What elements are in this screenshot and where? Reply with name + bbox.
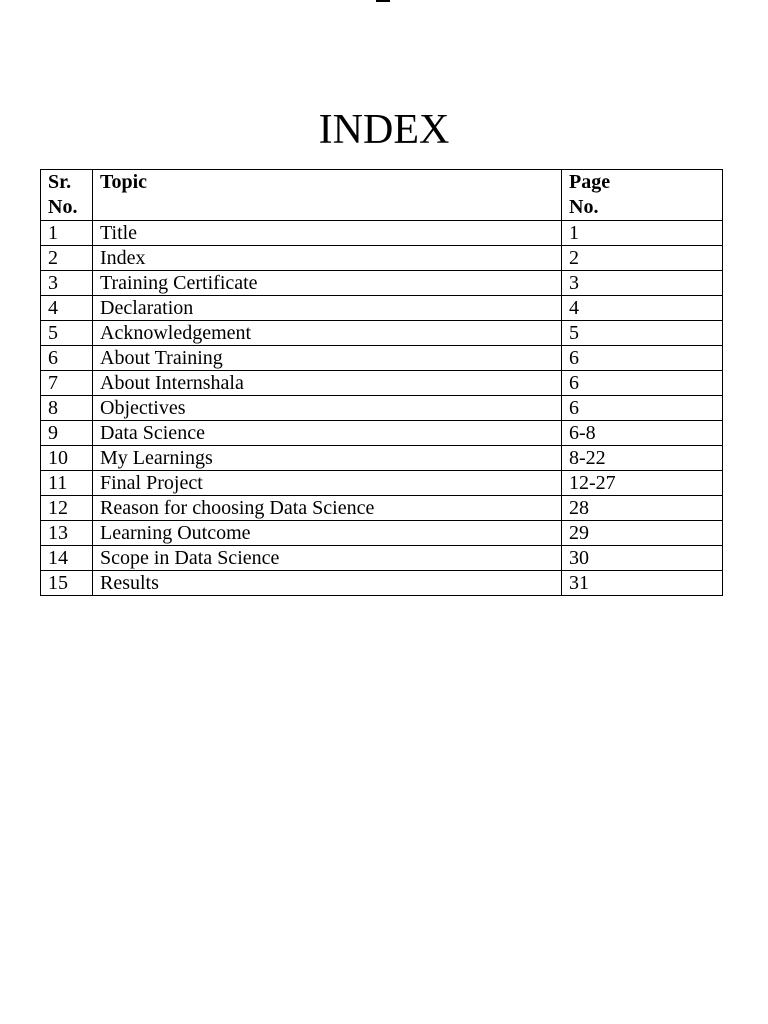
topic-cell: Declaration: [93, 296, 562, 321]
table-row: [41, 321, 723, 346]
table-row: [41, 446, 723, 471]
topic-cell: Training Certificate: [93, 271, 562, 296]
page-no-cell: 3: [562, 271, 723, 296]
page-no-cell: 4: [562, 296, 723, 321]
page-no-cell: 1: [562, 221, 723, 246]
header-page-label: Page: [569, 171, 611, 193]
sr-no-cell: 7: [41, 371, 93, 396]
table-row: [41, 346, 723, 371]
sr-no-cell: 5: [41, 321, 93, 346]
index-table: [40, 169, 723, 596]
page-no-cell: 5: [562, 321, 723, 346]
page-no-cell: 30: [562, 546, 723, 571]
table-row: [41, 546, 723, 571]
page-no-cell: 28: [562, 496, 723, 521]
table-row: [41, 571, 723, 596]
page-no-cell: 6: [562, 371, 723, 396]
page-no-cell: 6: [562, 346, 723, 371]
header-sr-no: [41, 170, 93, 221]
topic-cell: About Training: [93, 346, 562, 371]
sr-no-cell: 11: [41, 471, 93, 496]
header-page-no-label: No.: [569, 196, 599, 218]
header-topic: Topic: [93, 170, 562, 221]
sr-no-cell: 4: [41, 296, 93, 321]
topic-cell: My Learnings: [93, 446, 562, 471]
table-row: [41, 246, 723, 271]
table-row: [41, 296, 723, 321]
header-page-no: [562, 170, 723, 221]
table-row: [41, 421, 723, 446]
sr-no-cell: 1: [41, 221, 93, 246]
topic-cell: Objectives: [93, 396, 562, 421]
sr-no-cell: 15: [41, 571, 93, 596]
sr-no-cell: 3: [41, 271, 93, 296]
page-no-cell: 31: [562, 571, 723, 596]
topic-cell: Results: [93, 571, 562, 596]
topic-cell: Learning Outcome: [93, 521, 562, 546]
topic-cell: About Internshala: [93, 371, 562, 396]
sr-no-cell: 12: [41, 496, 93, 521]
topic-cell: Final Project: [93, 471, 562, 496]
sr-no-cell: 9: [41, 421, 93, 446]
table-row: [41, 496, 723, 521]
sr-no-cell: 10: [41, 446, 93, 471]
page-no-cell: 2: [562, 246, 723, 271]
topic-cell: Data Science: [93, 421, 562, 446]
table-row: [41, 271, 723, 296]
page-no-cell: 29: [562, 521, 723, 546]
topic-cell: Scope in Data Science: [93, 546, 562, 571]
sr-no-cell: 14: [41, 546, 93, 571]
table-row: [41, 221, 723, 246]
table-row: [41, 471, 723, 496]
page-no-cell: 8-22: [562, 446, 723, 471]
page-title: INDEX: [318, 107, 450, 153]
topic-cell: Acknowledgement: [93, 321, 562, 346]
page-no-cell: 6-8: [562, 421, 723, 446]
page-no-cell: 6: [562, 396, 723, 421]
table-body: [41, 221, 723, 596]
topic-cell: Title: [93, 221, 562, 246]
sr-no-cell: 6: [41, 346, 93, 371]
table-row: [41, 521, 723, 546]
table-header-row: [41, 170, 723, 221]
table-row: [41, 396, 723, 421]
header-no-label: No.: [48, 196, 78, 218]
sr-no-cell: 2: [41, 246, 93, 271]
header-sr-label: Sr.: [48, 171, 72, 193]
page-top-mark: [376, 0, 390, 2]
topic-cell: Reason for choosing Data Science: [93, 496, 562, 521]
sr-no-cell: 8: [41, 396, 93, 421]
page-no-cell: 12-27: [562, 471, 723, 496]
sr-no-cell: 13: [41, 521, 93, 546]
topic-cell: Index: [93, 246, 562, 271]
table-row: [41, 371, 723, 396]
